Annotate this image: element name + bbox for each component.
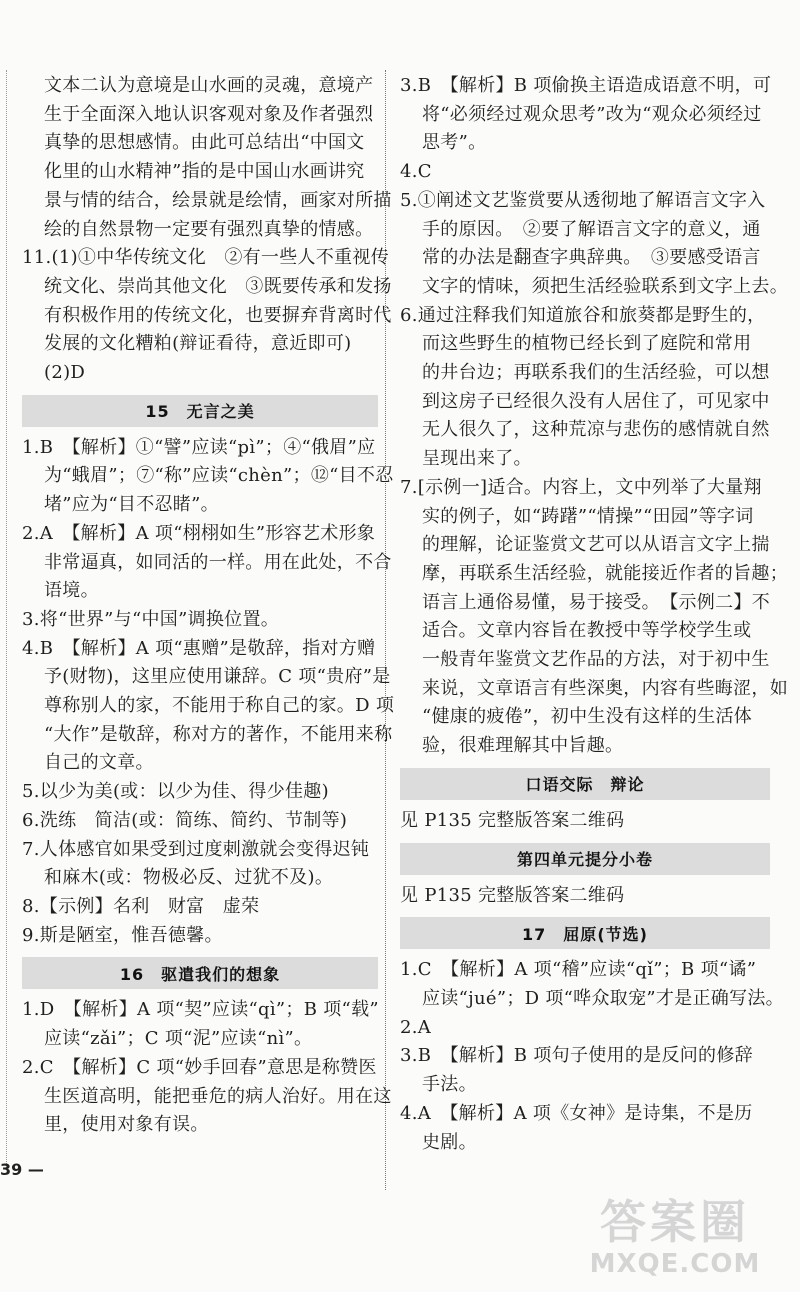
text-line: 为“蛾眉”；⑦“称”应读“chèn”；⑫“目不忍 (44, 465, 394, 487)
text-line: 堵”应为“目不忍睹”。 (44, 494, 219, 516)
text-line: 有积极作用的传统文化，也要摒弃背离时代 (44, 304, 392, 326)
text-line: 6.洗练 简洁(或：简练、简约、节制等) (22, 809, 348, 831)
section-17-answers (400, 956, 784, 1157)
text-line: 发展的文化糟粕(辩证看待，意近即可) (44, 333, 352, 355)
text-line: 生于全面深入地认识客观对象及作者强烈 (44, 103, 374, 125)
text-line: 而这些野生的植物已经长到了庭院和常用 (422, 333, 752, 355)
text-line: 3.B 【解析】B 项偷换主语造成语意不明，可 (400, 75, 772, 96)
text-line: 文本二认为意境是山水画的灵魂，意境产 (44, 75, 374, 96)
right-column (400, 72, 788, 1157)
text-line: 史剧。 (422, 1131, 477, 1153)
text-line: 语言上通俗易懂，易于接受。 【示例二】不 (422, 591, 770, 613)
text-line: 2.A (400, 1016, 432, 1038)
section-header-oral: 口语交际 辩论 (400, 768, 770, 800)
left-column (22, 72, 395, 1140)
text-line: 自己的文章。 (44, 752, 154, 774)
watermark-logo (560, 1195, 790, 1290)
text-line: 的理解，论证鉴赏文艺可以从语言文字上揣 (422, 534, 770, 556)
section-header-15: 15 无言之美 (22, 395, 378, 427)
text-line: 呈现出来了。 (422, 448, 532, 470)
text-line: 一般青年鉴赏文艺作品的方法，对于初中生 (422, 649, 770, 671)
text-line: (2)D (44, 362, 86, 384)
text-line: 统文化、崇尚其他文化 ③既要传承和发扬 (44, 275, 392, 297)
text-line: 和麻木(或：物极必反、过犹不及)。 (44, 867, 334, 889)
text-line: 7.[示例一]适合。内容上，文中列举了大量翔 (400, 476, 762, 498)
text-line: 生医道高明，能把垂危的病人治好。用在这 (44, 1085, 392, 1107)
text-line: 1.D 【解析】A 项“契”应读“qì”；B 项“载” (22, 999, 379, 1021)
text-line: 真挚的思想感情。由此可总结出“中国文 (44, 132, 365, 154)
text-line: 2.C 【解析】C 项“妙手回春”意思是称赞医 (22, 1056, 377, 1078)
watermark-domain: MXQE.COM (589, 1249, 761, 1279)
text-line: 来说，文章语言有些深奥，内容有些晦涩，如 (422, 677, 788, 699)
binding-edge-dots (6, 70, 7, 1170)
text-line: 常的办法是翻查字典辞典。 ③要感受语言 (422, 247, 761, 269)
text-line: 思考”。 (422, 132, 487, 154)
text-line: 应读“jué”；D 项“哗众取宠”才是正确写法。 (422, 987, 784, 1009)
qr-reference-line: 见 P135 完整版答案二维码 (400, 809, 625, 831)
text-line: 验，很难理解其中旨趣。 (422, 735, 624, 757)
section-15-answers (22, 434, 395, 951)
column-divider (385, 70, 386, 1190)
page-number: 39 — (0, 1160, 44, 1179)
text-line: 尊称别人的家，不能用于称自己的家。D 项 (44, 695, 395, 717)
left-intro-block (22, 72, 392, 244)
text-line: 语境。 (44, 580, 99, 602)
text-line: 无人很久了，这种荒凉与悲伤的感情就自然 (422, 419, 770, 441)
text-line: 实的例子，如“踌躇”“情操”“田园”等字词 (422, 505, 754, 527)
section-header-unit4: 第四单元提分小卷 (400, 843, 770, 875)
text-line: 3.将“世界”与“中国”调换位置。 (22, 608, 280, 630)
text-line: 将“必须经过观众思考”改为“观众必须经过 (422, 103, 762, 125)
text-line: 5.①阐述文艺鉴赏要从透彻地了解语言文字入 (400, 189, 766, 211)
text-line: 适合。文章内容旨在教授中等学校学生或 (422, 620, 752, 642)
text-line: 应读“zǎi”；C 项“泥”应读“nì”。 (44, 1028, 313, 1050)
text-line: 景与情的结合，绘景就是绘情，画家对所描 (44, 189, 392, 211)
text-line: 非常逼真，如同活的一样。用在此处，不合 (44, 551, 392, 573)
text-line: 予(财物)，这里应使用谦辞。C 项“贵府”是 (44, 666, 391, 688)
text-line: 6.通过注释我们知道旅谷和旅葵都是野生的， (400, 304, 766, 326)
text-line: 11.(1)①中华传统文化 ②有一些人不重视传 (22, 247, 390, 269)
text-line: 摩，再联系生活经验，就能接近作者的旨趣； (422, 562, 788, 584)
right-top-answers (400, 72, 788, 761)
text-line: 文字的情味，须把生活经验联系到文字上去。 (422, 275, 788, 297)
text-line: 8.【示例】名利 财富 虚荣 (22, 895, 260, 917)
section-header-16: 16 驱遣我们的想象 (22, 957, 378, 989)
text-line: 4.A 【解析】A 项《女神》是诗集，不是历 (400, 1102, 753, 1124)
text-line: 2.A 【解析】A 项“栩栩如生”形容艺术形象 (22, 522, 376, 544)
text-line: 5.以少为美(或：以少为佳、得少佳趣) (22, 781, 329, 803)
text-line: 手的原因。 ②要了解语言文字的意义，通 (422, 218, 761, 240)
text-line: 里，使用对象有误。 (44, 1114, 209, 1136)
text-line: 4.C (400, 161, 432, 183)
question-11 (22, 244, 392, 388)
text-line: 4.B 【解析】A 项“惠赠”是敬辞，指对方赠 (22, 637, 376, 659)
text-line: “大作”是敬辞，称对方的著作，不能用来称 (44, 723, 393, 745)
text-line: 化里的山水精神”指的是中国山水画讲究 (44, 161, 365, 183)
section-16-answers (22, 996, 392, 1140)
qr-reference-line: 见 P135 完整版答案二维码 (400, 884, 625, 906)
text-line: 1.B 【解析】①“譬”应读“pì”；④“俄眉”应 (22, 436, 376, 458)
text-line: 7.人体感官如果受到过度刺激就会变得迟钝 (22, 838, 370, 860)
text-line: 3.B 【解析】B 项句子使用的是反问的修辞 (400, 1045, 753, 1067)
text-line: 绘的自然景物一定要有强烈真挚的情感。 (44, 218, 374, 240)
text-line: 9.斯是陋室，惟吾德馨。 (22, 924, 223, 946)
text-line: 的井台边；再联系我们的生活经验，可以想 (422, 362, 770, 384)
text-line: 1.C 【解析】A 项“稽”应读“qǐ”；B 项“谲” (400, 959, 757, 981)
watermark-text: 答案圈 (600, 1195, 750, 1249)
text-line: 到这房子已经很久没有人居住了，可见家中 (422, 390, 770, 412)
text-line: 手法。 (422, 1074, 477, 1096)
text-line: “健康的疲倦”，初中生没有这样的生活体 (422, 706, 753, 728)
section-header-17: 17 屈原(节选) (400, 917, 770, 949)
